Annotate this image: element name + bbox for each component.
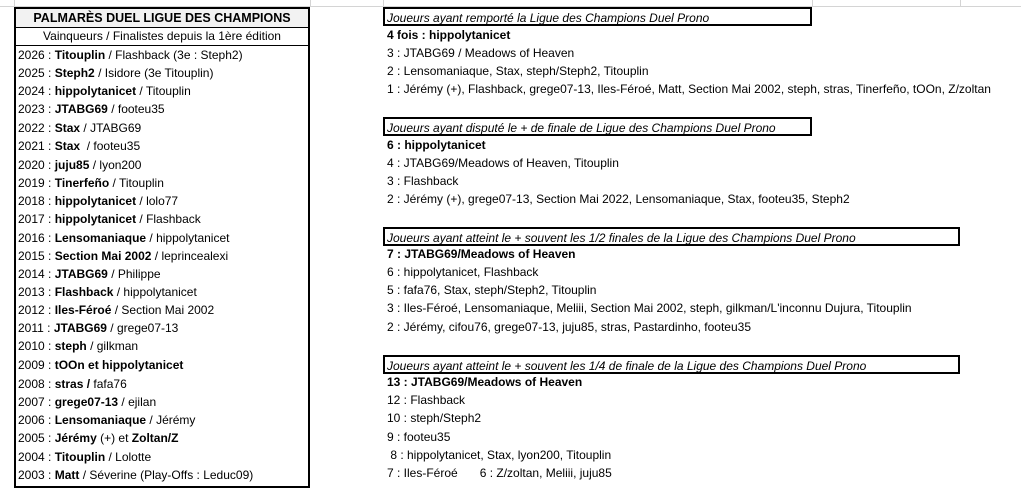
section-line-text: 13 : JTABG69/Meadows of Heaven <box>387 375 583 389</box>
section-heading: Joueurs ayant atteint le + souvent les 1/4 de finale de la Ligue des Champions Duel Prono <box>383 355 960 374</box>
section-line <box>387 373 582 391</box>
section-line <box>387 318 751 336</box>
row-year: 2020 : <box>18 158 52 172</box>
section-line-text: 4 : JTABG69/Meadows of Heaven, Titouplin <box>387 156 619 170</box>
section-line <box>387 245 576 263</box>
palmares-row <box>16 301 308 319</box>
sheet-gridline-row <box>0 0 1021 7</box>
row-finalist: / Séverine (Play-Offs : Leduc09) <box>79 468 254 482</box>
row-finalist: / grege07-13 <box>106 321 179 335</box>
palmares-row <box>16 411 308 429</box>
section-line <box>387 409 481 427</box>
palmares-row <box>16 356 308 374</box>
row-winner: hippolytanicet <box>54 84 137 98</box>
palmares-row <box>16 319 308 337</box>
section-line-text: 2 : Lensomaniaque, Stax, steph/Steph2, Titouplin <box>387 64 649 78</box>
row-finalist: / JTABG69 <box>80 121 142 135</box>
section-line-text: 6 : hippolytanicet <box>387 138 486 152</box>
row-year: 2022 : <box>18 121 52 135</box>
row-winner: Titouplin <box>54 450 106 464</box>
palmares-row <box>16 448 308 466</box>
row-winner: Flashback <box>54 285 114 299</box>
section-line <box>387 281 596 299</box>
row-winner: tOOn et hippolytanicet <box>54 358 184 372</box>
palmares-row <box>16 119 308 137</box>
row-year: 2016 : <box>18 231 52 245</box>
palmares-row <box>16 82 308 100</box>
row-year: 2023 : <box>18 102 52 116</box>
palmares-row <box>16 229 308 247</box>
row-finalist: / hippolytanicet <box>146 231 230 245</box>
section-line-text: 3 : Flashback <box>387 174 459 188</box>
row-winner: Section Mai 2002 <box>54 249 152 263</box>
row-finalist: / gilkman <box>86 339 139 353</box>
section-line-text: 3 : JTABG69 / Meadows of Heaven <box>387 46 575 60</box>
section-line <box>387 80 991 98</box>
row-winner: Stax <box>54 139 81 153</box>
section-heading: Joueurs ayant remporté la Ligue des Champions Duel Prono <box>383 7 812 26</box>
row-winner: JTABG69 <box>54 102 108 116</box>
row-year: 2003 : <box>18 468 52 482</box>
row-finalist: / leprincealexi <box>151 249 229 263</box>
palmares-row <box>16 46 308 64</box>
palmares-row <box>16 174 308 192</box>
row-year: 2019 : <box>18 176 52 190</box>
palmares-row <box>16 283 308 301</box>
palmares-subtitle: Vainqueurs / Finalistes depuis la 1ère édition <box>16 28 308 46</box>
palmares-table <box>14 7 310 488</box>
palmares-row <box>16 192 308 210</box>
palmares-row <box>16 375 308 393</box>
section-line-text: 2 : Jérémy (+), grege07-13, Section Mai 2022, Lensomaniaque, Stax, footeu35, Steph2 <box>387 192 850 206</box>
row-finalist: / Philippe <box>107 267 161 281</box>
palmares-row <box>16 393 308 411</box>
row-year: 2010 : <box>18 339 52 353</box>
sheet-gridline-col <box>960 0 961 6</box>
section-line <box>387 172 458 190</box>
palmares-row <box>16 429 308 447</box>
row-winner: juju85 <box>54 158 90 172</box>
section-line-text: 7 : JTABG69/Meadows of Heaven <box>387 247 576 261</box>
section-line-text: 1 : Jérémy (+), Flashback, grege07-13, Iles-Féroé, Matt, Section Mai 2002, steph, stras, Tinerfeño, tOOn, Z/zoltan <box>387 82 991 96</box>
sheet-gridline-col <box>310 0 311 6</box>
row-finalist: / Flashback (3e : Steph2) <box>105 48 243 62</box>
row-finalist: / Titouplin <box>136 84 191 98</box>
row-winner: JTABG69 <box>53 321 107 335</box>
section-line-text: 7 : Iles-Féroé <box>387 466 458 480</box>
palmares-row <box>16 337 308 355</box>
row-finalist: / Jérémy <box>146 413 196 427</box>
section-line-text: 2 : Jérémy, cifou76, grege07-13, juju85, stras, Pastardinho, footeu35 <box>387 320 751 334</box>
section-line <box>387 446 611 464</box>
row-winner: Jérémy <box>54 431 97 445</box>
row-winner: hippolytanicet <box>54 212 137 226</box>
row-winner: Iles-Féroé <box>54 303 112 317</box>
row-winner: Zoltan/Z <box>131 431 179 445</box>
palmares-row <box>16 137 308 155</box>
palmares-rows <box>16 46 308 486</box>
row-finalist: / footeu35 <box>80 139 141 153</box>
row-finalist: (+) et <box>96 431 132 445</box>
row-winner: steph <box>54 339 87 353</box>
row-year: 2024 : <box>18 84 52 98</box>
row-year: 2006 : <box>18 413 52 427</box>
section-line <box>387 428 450 446</box>
row-year: 2011 : <box>18 321 51 335</box>
row-finalist: / footeu35 <box>107 102 165 116</box>
row-year: 2015 : <box>18 249 52 263</box>
section-line <box>387 154 619 172</box>
row-year: 2013 : <box>18 285 52 299</box>
sheet-gridline-col <box>14 0 15 6</box>
row-year: 2014 : <box>18 267 52 281</box>
row-year: 2005 : <box>18 431 52 445</box>
sheet-gridline-col <box>383 0 384 6</box>
row-year: 2017 : <box>18 212 52 226</box>
row-winner: Steph2 <box>54 66 95 80</box>
row-year: 2025 : <box>18 66 52 80</box>
section-line <box>387 44 574 62</box>
row-year: 2008 : <box>18 377 52 391</box>
palmares-row <box>16 265 308 283</box>
section-line-text: 5 : fafa76, Stax, steph/Steph2, Titouplin <box>387 283 597 297</box>
row-winner: Matt <box>54 468 80 482</box>
row-winner: Lensomaniaque <box>54 231 147 245</box>
row-finalist: / ejilan <box>118 395 157 409</box>
section-line-text: 10 : steph/Steph2 <box>387 411 482 425</box>
section-line <box>387 299 912 317</box>
section-line <box>387 263 538 281</box>
row-winner: Tinerfeño <box>54 176 110 190</box>
row-year: 2012 : <box>18 303 52 317</box>
row-winner: Titouplin <box>54 48 106 62</box>
section-line-text: 4 fois : hippolytanicet <box>387 28 511 42</box>
row-winner: Stax <box>54 121 81 135</box>
section-line-text: 3 : Iles-Féroé, Lensomaniaque, Meliii, Section Mai 2002, steph, gilkman/L'inconnu Dujura, Titouplin <box>387 301 912 315</box>
row-year: 2018 : <box>18 194 52 208</box>
row-winner: hippolytanicet <box>54 194 137 208</box>
palmares-row <box>16 64 308 82</box>
row-finalist: / Isidore (3e Titouplin) <box>94 66 214 80</box>
row-winner: Lensomaniaque <box>54 413 147 427</box>
row-finalist: / Section Mai 2002 <box>111 303 215 317</box>
section-line <box>387 391 465 409</box>
row-winner: stras / <box>54 377 91 391</box>
palmares-row <box>16 156 308 174</box>
section-line-text: 6 : hippolytanicet, Flashback <box>387 265 539 279</box>
palmares-row <box>16 466 308 484</box>
section-heading: Joueurs ayant disputé le + de finale de Ligue des Champions Duel Prono <box>383 117 812 136</box>
palmares-row <box>16 247 308 265</box>
section-line <box>387 62 649 80</box>
section-line <box>387 136 486 154</box>
section-line <box>387 464 612 482</box>
palmares-title: PALMARÈS DUEL LIGUE DES CHAMPIONS <box>16 9 308 28</box>
section-line-text: 6 : Z/zoltan, Meliii, juju85 <box>479 466 612 480</box>
row-year: 2026 : <box>18 48 52 62</box>
row-winner: JTABG69 <box>54 267 108 281</box>
row-year: 2004 : <box>18 450 52 464</box>
row-finalist: / Lolotte <box>105 450 152 464</box>
section-line-text: 12 : Flashback <box>387 393 466 407</box>
row-finalist: / hippolytanicet <box>113 285 197 299</box>
row-year: 2009 : <box>18 358 52 372</box>
row-year: 2007 : <box>18 395 52 409</box>
section-line-text: 8 : hippolytanicet, Stax, lyon200, Titouplin <box>387 448 612 462</box>
row-finalist: fafa76 <box>90 377 127 391</box>
row-year: 2021 : <box>18 139 52 153</box>
section-line <box>387 190 850 208</box>
sheet-gridline-col <box>812 0 813 6</box>
row-finalist: / lyon200 <box>89 158 142 172</box>
row-finalist: / Titouplin <box>109 176 164 190</box>
section-heading: Joueurs ayant atteint le + souvent les 1/2 finales de la Ligue des Champions Duel Prono <box>383 227 960 246</box>
palmares-row <box>16 100 308 118</box>
section-line <box>387 26 510 44</box>
section-line-text: 9 : footeu35 <box>387 430 451 444</box>
row-finalist: / Flashback <box>136 212 201 226</box>
row-finalist: / lolo77 <box>136 194 179 208</box>
palmares-row <box>16 210 308 228</box>
row-winner: grege07-13 <box>54 395 119 409</box>
